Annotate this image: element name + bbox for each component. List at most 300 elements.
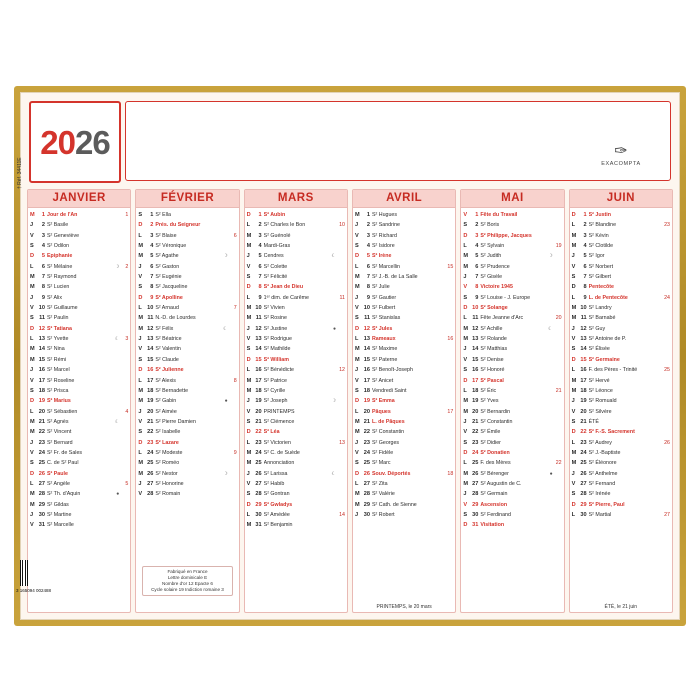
day-row[interactable]: [355, 489, 453, 499]
day-row[interactable]: [463, 479, 561, 489]
day-row[interactable]: [355, 417, 453, 427]
moon-phase-icon: ☽: [114, 263, 120, 270]
month-title: MARS: [245, 190, 347, 208]
day-row[interactable]: [138, 293, 236, 303]
day-row[interactable]: [30, 427, 128, 437]
day-number: 10: [472, 305, 479, 312]
saint-name: S² Landry: [588, 305, 612, 312]
day-row[interactable]: [355, 407, 453, 417]
saint-name: S² Prudence: [480, 263, 510, 270]
week-number: 4: [125, 408, 129, 415]
saint-name: Pentecôte: [588, 284, 614, 291]
day-letter: M: [138, 460, 143, 467]
day-letter: M: [463, 408, 468, 415]
day-row[interactable]: [355, 355, 453, 365]
day-row[interactable]: [138, 303, 236, 313]
moon-phase-icon: ☾: [223, 325, 228, 332]
saint-name: Rameaux: [371, 336, 396, 343]
day-row[interactable]: [463, 303, 561, 313]
day-row[interactable]: [572, 427, 670, 437]
day-number: 19: [147, 398, 154, 405]
day-letter: D: [354, 398, 360, 405]
day-row[interactable]: [463, 355, 561, 365]
day-row[interactable]: [247, 355, 345, 365]
saint-name: S² Honorine: [155, 480, 184, 487]
week-number: 8: [233, 377, 237, 384]
day-row[interactable]: [572, 500, 670, 510]
day-row[interactable]: [572, 479, 670, 489]
day-row[interactable]: [138, 272, 236, 282]
day-row[interactable]: [138, 438, 236, 448]
day-row[interactable]: [572, 386, 670, 396]
day-row[interactable]: [247, 210, 345, 220]
day-number: 9: [41, 294, 45, 301]
day-letter: J: [246, 325, 250, 332]
day-number: 8: [258, 284, 262, 291]
day-row[interactable]: [247, 438, 345, 448]
day-row[interactable]: [463, 344, 561, 354]
saint-name: S² Guénolé: [263, 232, 291, 239]
day-letter: J: [354, 367, 359, 374]
day-letter: V: [138, 274, 143, 281]
day-row[interactable]: [355, 427, 453, 437]
day-letter: V: [571, 336, 576, 343]
day-row[interactable]: [355, 469, 453, 479]
day-letter: L: [463, 387, 467, 394]
day-row[interactable]: [572, 396, 670, 406]
day-row[interactable]: [572, 365, 670, 375]
day-letter: M: [571, 315, 577, 322]
info-line: Cycle solaire 19 Indiction romaine 3: [151, 587, 224, 592]
day-letter: V: [138, 346, 143, 353]
day-row[interactable]: [355, 448, 453, 458]
day-row[interactable]: [463, 231, 561, 241]
day-row[interactable]: [572, 262, 670, 272]
saint-name: S² Gautier: [371, 294, 397, 301]
day-row[interactable]: [355, 386, 453, 396]
day-row[interactable]: [138, 479, 236, 489]
day-row[interactable]: [572, 251, 670, 261]
saint-name: S² Matthias: [480, 346, 508, 353]
day-letter: J: [30, 367, 34, 374]
saint-name: S² Germaine: [588, 356, 620, 363]
day-row[interactable]: [463, 427, 561, 437]
day-row[interactable]: [572, 303, 670, 313]
day-letter: D: [30, 325, 35, 332]
day-letter: D: [30, 253, 35, 260]
day-letter: V: [246, 408, 251, 415]
month-column: [460, 189, 564, 613]
saint-name: S² Pierre, Paul: [588, 501, 625, 508]
day-row[interactable]: [138, 334, 236, 344]
day-row[interactable]: [572, 334, 670, 344]
day-row[interactable]: [247, 262, 345, 272]
day-row[interactable]: [138, 231, 236, 241]
day-number: 21: [38, 418, 45, 425]
day-row[interactable]: [463, 262, 561, 272]
day-row[interactable]: [247, 365, 345, 375]
day-row[interactable]: [355, 251, 453, 261]
day-row[interactable]: [355, 231, 453, 241]
day-row[interactable]: [463, 520, 561, 530]
day-row[interactable]: [572, 489, 670, 499]
day-number: 5: [475, 253, 479, 260]
saint-name: S² Valérie: [371, 491, 395, 498]
day-row[interactable]: [138, 407, 236, 417]
day-row[interactable]: [355, 500, 453, 510]
saint-name: Prés. du Seigneur: [155, 222, 201, 229]
day-number: 17: [255, 377, 262, 384]
saint-name: S² William: [263, 356, 289, 363]
day-letter: S: [246, 418, 251, 425]
day-row[interactable]: [138, 458, 236, 468]
day-row[interactable]: [247, 417, 345, 427]
day-number: 21: [255, 418, 262, 425]
day-row[interactable]: [138, 365, 236, 375]
saint-name: S² Roseline: [47, 377, 75, 384]
day-row[interactable]: [247, 386, 345, 396]
day-row[interactable]: [355, 210, 453, 220]
saint-name: S² Anthelme: [588, 470, 618, 477]
day-row[interactable]: [30, 210, 128, 220]
day-number: 28: [255, 491, 262, 498]
day-number: 27: [363, 480, 370, 487]
day-row[interactable]: [138, 448, 236, 458]
day-row[interactable]: [463, 241, 561, 251]
day-row[interactable]: [30, 324, 128, 334]
day-row[interactable]: [247, 241, 345, 251]
saint-name: S² Charles le Bon: [263, 222, 306, 229]
day-row[interactable]: [355, 438, 453, 448]
day-number: 1: [475, 212, 479, 218]
day-row[interactable]: [355, 344, 453, 354]
saint-name: S² Rolande: [480, 336, 507, 343]
day-row[interactable]: [247, 489, 345, 499]
day-row[interactable]: [572, 282, 670, 292]
day-row[interactable]: [30, 500, 128, 510]
saint-name: S² Sandrine: [371, 222, 400, 229]
day-row[interactable]: [30, 520, 128, 530]
week-number: 13: [339, 439, 345, 446]
day-row[interactable]: [138, 386, 236, 396]
day-row[interactable]: [138, 313, 236, 323]
day-number: 24: [363, 449, 370, 456]
day-letter: V: [30, 377, 34, 384]
day-row[interactable]: [572, 407, 670, 417]
day-row[interactable]: [463, 324, 561, 334]
moon-phase-icon: ☾: [548, 325, 553, 332]
day-row[interactable]: [355, 303, 453, 313]
day-number: 27: [472, 480, 479, 487]
saint-name: S² Guy: [588, 325, 606, 332]
day-row[interactable]: [355, 376, 453, 386]
day-row[interactable]: [463, 251, 561, 261]
day-row[interactable]: [30, 407, 128, 417]
day-number: 11: [580, 315, 587, 322]
day-row[interactable]: [247, 282, 345, 292]
saint-name: S² Marcelle: [47, 522, 74, 529]
day-row[interactable]: [463, 396, 561, 406]
day-row[interactable]: [138, 251, 236, 261]
notes-area[interactable]: [125, 101, 671, 181]
saint-name: S² Philippe, Jacques: [480, 232, 532, 239]
day-row[interactable]: [138, 220, 236, 230]
day-row[interactable]: [572, 448, 670, 458]
day-row[interactable]: [463, 272, 561, 282]
day-row[interactable]: [247, 479, 345, 489]
day-number: 9: [366, 294, 370, 301]
day-row[interactable]: [463, 438, 561, 448]
saint-name: S² Bernardin: [480, 408, 511, 415]
moon-phase-icon: ●: [224, 398, 228, 405]
day-row[interactable]: [30, 469, 128, 479]
day-letter: L: [354, 408, 359, 415]
day-number: 8: [150, 284, 154, 291]
day-row[interactable]: [138, 344, 236, 354]
day-row[interactable]: [30, 438, 128, 448]
saint-name: S² Augustin de C.: [480, 480, 522, 487]
week-number: 5: [125, 480, 129, 487]
day-row[interactable]: [355, 458, 453, 468]
day-row[interactable]: [138, 210, 236, 220]
day-row[interactable]: [138, 489, 236, 499]
day-row[interactable]: [247, 396, 345, 406]
day-letter: V: [354, 305, 359, 312]
day-row[interactable]: [247, 313, 345, 323]
day-row[interactable]: [463, 313, 561, 323]
day-number: 6: [475, 263, 479, 270]
day-row[interactable]: [572, 313, 670, 323]
day-row[interactable]: [30, 220, 128, 230]
day-row[interactable]: [355, 324, 453, 334]
day-row[interactable]: [30, 386, 128, 396]
day-row[interactable]: [30, 282, 128, 292]
day-row[interactable]: [572, 220, 670, 230]
day-row[interactable]: [355, 282, 453, 292]
day-row[interactable]: [30, 510, 128, 520]
day-row[interactable]: [247, 334, 345, 344]
day-row[interactable]: [30, 251, 128, 261]
day-row[interactable]: [355, 396, 453, 406]
day-row[interactable]: [30, 396, 128, 406]
day-letter: M: [463, 325, 468, 332]
day-row[interactable]: [247, 458, 345, 468]
day-row[interactable]: [247, 376, 345, 386]
saint-name: Pâques: [371, 408, 391, 415]
saint-name: S² Gildas: [47, 501, 69, 508]
day-row[interactable]: [463, 510, 561, 520]
production-info-box: [142, 566, 232, 596]
day-row[interactable]: [247, 220, 345, 230]
week-number: 20: [555, 315, 562, 322]
day-row[interactable]: [463, 365, 561, 375]
day-row[interactable]: [463, 210, 561, 220]
day-row[interactable]: [572, 344, 670, 354]
day-row[interactable]: [30, 489, 128, 499]
day-row[interactable]: [463, 376, 561, 386]
day-row[interactable]: [30, 241, 128, 251]
day-row[interactable]: [30, 262, 128, 272]
day-number: 22: [472, 429, 479, 436]
day-row[interactable]: [30, 365, 128, 375]
day-row[interactable]: [247, 407, 345, 417]
day-number: 16: [363, 367, 370, 374]
day-row[interactable]: [355, 272, 453, 282]
day-row[interactable]: [30, 458, 128, 468]
day-letter: M: [354, 274, 360, 281]
day-row[interactable]: [355, 262, 453, 272]
day-number: 22: [147, 429, 154, 436]
day-row[interactable]: [138, 355, 236, 365]
saint-name: S² Achille: [480, 325, 503, 332]
day-row[interactable]: [30, 313, 128, 323]
day-row[interactable]: [247, 344, 345, 354]
day-row[interactable]: [355, 241, 453, 251]
day-number: 24: [472, 449, 479, 456]
day-row[interactable]: [30, 479, 128, 489]
saint-name: S² Clotilde: [588, 243, 614, 250]
day-number: 29: [255, 501, 262, 508]
week-number: 18: [447, 470, 454, 477]
day-number: 9: [583, 294, 587, 301]
day-row[interactable]: [30, 344, 128, 354]
day-row[interactable]: [463, 407, 561, 417]
day-row[interactable]: [247, 231, 345, 241]
day-row[interactable]: [247, 272, 345, 282]
day-row[interactable]: [572, 438, 670, 448]
day-number: 4: [583, 243, 587, 250]
day-row[interactable]: [247, 500, 345, 510]
day-row[interactable]: [30, 417, 128, 427]
day-letter: M: [30, 501, 35, 508]
saint-name: S² Yves: [480, 398, 499, 405]
day-row[interactable]: [138, 427, 236, 437]
day-row[interactable]: [30, 293, 128, 303]
day-row[interactable]: [247, 520, 345, 530]
day-row[interactable]: [572, 210, 670, 220]
day-row[interactable]: [247, 324, 345, 334]
day-letter: J: [30, 222, 34, 229]
day-letter: D: [463, 449, 468, 456]
day-row[interactable]: [247, 251, 345, 261]
day-row[interactable]: [247, 303, 345, 313]
saint-name: S² Yvette: [47, 336, 69, 343]
quill-icon: ✑: [614, 143, 628, 160]
week-number: 15: [447, 263, 454, 270]
day-row[interactable]: [572, 469, 670, 479]
day-row[interactable]: [30, 303, 128, 313]
saint-name: S² Marius: [47, 398, 71, 405]
day-row[interactable]: [138, 469, 236, 479]
day-row[interactable]: [572, 324, 670, 334]
day-row[interactable]: [355, 313, 453, 323]
day-row[interactable]: [355, 365, 453, 375]
day-letter: M: [246, 305, 252, 312]
day-row[interactable]: [463, 458, 561, 468]
day-row[interactable]: [355, 479, 453, 489]
day-letter: D: [571, 284, 576, 291]
day-row[interactable]: [355, 334, 453, 344]
day-row[interactable]: [355, 293, 453, 303]
day-row[interactable]: [463, 282, 561, 292]
day-letter: J: [246, 470, 250, 477]
day-letter: L: [246, 222, 251, 229]
day-row[interactable]: [30, 376, 128, 386]
day-row[interactable]: [463, 489, 561, 499]
saint-name: S² Benoît-Joseph: [371, 367, 413, 374]
day-letter: V: [463, 356, 468, 363]
day-letter: S: [571, 491, 576, 498]
saint-name: S² Bénédicte: [263, 367, 294, 374]
day-row[interactable]: [247, 469, 345, 479]
day-row[interactable]: [247, 448, 345, 458]
saint-name: S² Colette: [263, 263, 288, 270]
week-number: 7: [233, 305, 237, 312]
day-row[interactable]: [572, 376, 670, 386]
day-row[interactable]: [138, 396, 236, 406]
day-row[interactable]: [138, 241, 236, 251]
day-row[interactable]: [30, 231, 128, 241]
day-row[interactable]: [463, 469, 561, 479]
day-row[interactable]: [30, 272, 128, 282]
day-row[interactable]: [572, 458, 670, 468]
day-row[interactable]: [572, 293, 670, 303]
day-letter: S: [354, 243, 359, 250]
saint-name: S² Ferdinand: [480, 511, 511, 518]
day-row[interactable]: [463, 386, 561, 396]
day-row[interactable]: [463, 448, 561, 458]
day-letter: D: [246, 284, 251, 291]
day-row[interactable]: [355, 220, 453, 230]
day-row[interactable]: [30, 334, 128, 344]
day-letter: J: [463, 491, 467, 498]
day-letter: V: [463, 212, 468, 218]
day-row[interactable]: [138, 282, 236, 292]
month-title: AVRIL: [353, 190, 455, 208]
day-row[interactable]: [572, 417, 670, 427]
day-row[interactable]: [572, 231, 670, 241]
day-row[interactable]: [247, 427, 345, 437]
day-row[interactable]: [30, 448, 128, 458]
saint-name: S² Alexis: [155, 377, 176, 384]
day-row[interactable]: [355, 510, 453, 520]
day-row[interactable]: [463, 417, 561, 427]
day-row[interactable]: [138, 262, 236, 272]
day-row[interactable]: [30, 355, 128, 365]
day-number: 25: [363, 460, 370, 467]
day-row[interactable]: [463, 220, 561, 230]
day-row[interactable]: [247, 510, 345, 520]
saint-name: S² Boris: [480, 222, 500, 229]
saint-name: S² Gontran: [263, 491, 290, 498]
day-number: 8: [583, 284, 587, 291]
day-row[interactable]: [138, 376, 236, 386]
day-row[interactable]: [138, 417, 236, 427]
day-number: 7: [583, 274, 587, 281]
day-letter: J: [571, 253, 575, 260]
saint-name: S² Julie: [371, 284, 390, 291]
saint-name: S² Kévin: [588, 232, 609, 239]
day-row[interactable]: [463, 293, 561, 303]
day-row[interactable]: [572, 241, 670, 251]
day-row[interactable]: [572, 510, 670, 520]
day-row[interactable]: [247, 293, 345, 303]
day-row[interactable]: [463, 500, 561, 510]
day-row[interactable]: [463, 334, 561, 344]
day-row[interactable]: [138, 324, 236, 334]
day-row[interactable]: [572, 355, 670, 365]
day-row[interactable]: [572, 272, 670, 282]
